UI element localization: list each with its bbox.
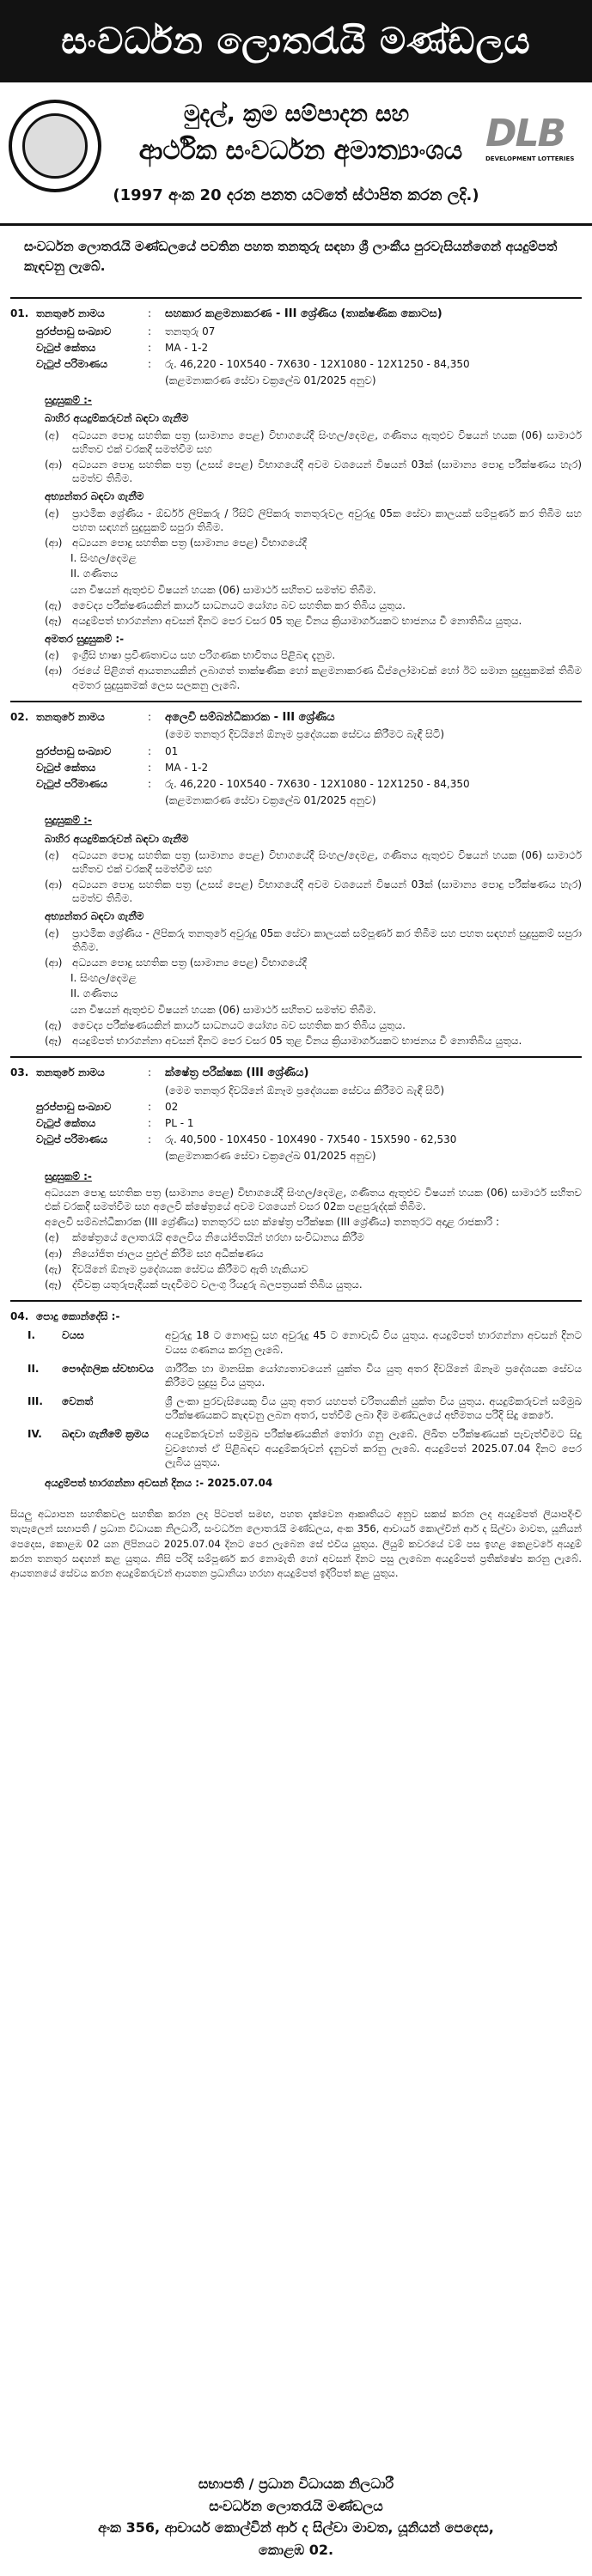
post-note: (මෙම තනතුර දිවයිනේ ඕනෑම ප්‍රදේශයක සේවය කිරීමට බැඳී සිටී)	[165, 1084, 445, 1097]
subject-item: II. ගණිතය	[70, 987, 119, 1000]
salary-label: වැටුප් පරිමාණය	[36, 777, 107, 790]
establishment-note: (1997 අංක 20 දරන පනත යටතේ ස්ථාපිත කරන ලදි.)	[113, 186, 479, 204]
list-item: (ඈ) අයදුම්පත් භාරගන්නා අවසන් දිනට පෙර වසර 05 තුළ විනය ක්‍රියාමාර්ගයකට භාජනය වී නොතිබිය යුතුය.	[45, 1034, 522, 1047]
signatory-org: සංවර්ධන ලොතරැයි මණ්ඩලය	[209, 2497, 383, 2514]
grade-label: වැටුප් කේතය	[36, 761, 96, 774]
qualifications-heading: සුදුසුකම් :-	[45, 1170, 92, 1182]
vacancies-label: පුරප්පාඩු සංඛ්‍යාව	[36, 744, 112, 757]
internal-heading: අභ්‍යන්තර බඳවා ගැනීම	[45, 490, 144, 503]
vacancies-label: පුරප්පාඩු සංඛ්‍යාව	[36, 1100, 112, 1113]
grade-label: වැටුප් කේතය	[36, 341, 96, 354]
list-item: (ඇ) වෛද්‍ය පරීක්ෂණයකින් කාර්ය සාධනයට යෝග්‍ය බව සහතික කර තිබිය යුතුය.	[45, 598, 406, 611]
vacancies-value: 01	[165, 744, 179, 757]
post-title: සහකාර කළමනාකරණ - III ශ්‍රේණිය (තාක්ෂණික කොටස)	[165, 307, 442, 320]
salary-value: රු. 46,220 - 10X540 - 7X630 - 12X1080 - 12X1250 - 84,350	[165, 357, 470, 370]
list-item: (ඇ) දිවයිනේ ඕනෑම ප්‍රදේශයක සේවය කිරීමට ඇති හැකියාව	[45, 1262, 308, 1275]
salary-label: වැටුප් පරිමාණය	[36, 1133, 107, 1146]
letterhead	[0, 82, 592, 226]
signature-block	[0, 2464, 592, 2561]
post-title: අලෙවි සම්බන්ධීකාරක - III ශ්‍රේණිය	[165, 710, 335, 724]
state-emblem-icon	[9, 100, 101, 192]
general-condition: III. වෙනත් ශ්‍රී ලංකා පුරවැසියෙකු විය යුතු අතර යහපත් චරිතයකින් යුක්ත විය යුතුය. අයදුම්කරුවන් සම්මුඛ පරීක්ෂණයකට කැඳවනු ලබන අතර, පත්වීම් ලබා දීම මණ්ඩලයේ අභිමතය පරිදි සිදු කෙරේ.	[27, 1395, 582, 1422]
general-heading: පොදු කොන්දේසි :-	[36, 1310, 120, 1323]
intro-text: සංවර්ධන ලොතරැයි මණ්ඩලයේ පවතින පහත තනතුරු සඳහා ශ්‍රී ලාංකීය පුරවැසියන්ගෙන් අයදුම්පත් කැඳවනු ලැබේ.	[24, 239, 558, 275]
qualifications-heading: සුදුසුකම් :-	[45, 814, 92, 827]
external-heading: බාහිර අයදුම්කරුවන් බඳවා ගැනීම	[45, 832, 189, 845]
salary-value: රු. 40,500 - 10X450 - 10X490 - 7X540 - 15X590 - 62,530	[165, 1133, 457, 1146]
section-number: 01.	[10, 307, 29, 319]
qualifications-heading: සුදුසුකම් :-	[45, 394, 92, 407]
dlb-logo-mark: DLB	[485, 112, 565, 155]
dlb-logo	[485, 108, 584, 177]
list-item: (ඇ) වෛද්‍ය පරීක්ෂණයකින් කාර්ය සාධනයට යෝග්‍ය බව සහතික කර තිබිය යුතුය.	[45, 1018, 406, 1031]
list-item: (ආ) අධ්‍යයන පොදු සහතික පත්‍ර (උසස් පෙළ) විභාගයේදී අවම වශයෙන් විෂයන් 03ක් (සාමාන්‍ය පොදු පරීක්ෂණය හැර) සමත්ව තිබීම.	[45, 878, 582, 905]
post-title: ක්ෂේත්‍ර පරීක්ෂක (III ශ්‍රේණිය)	[165, 1066, 309, 1080]
post-label: තනතුරේ නාමය	[36, 1066, 105, 1079]
list-item: (අ) ප්‍රාථමික ශ්‍රේණිය - ඕර්ඩර් ලිපිකරු / රිසිට් ලිපිකරු තනතුරුවල අවුරුදු 05ක සේවා කාලයක් සම්පූර්ණ කර තිබීම සහ පහත සඳහන් සුදුසුකම් සපුරා තිබීම.	[45, 507, 582, 533]
list-item: (ඈ) අයදුම්පත් භාරගන්නා අවසන් දිනට පෙර වසර 05 තුළ විනය ක්‍රියාමාර්ගයකට භාජනය වී නොතිබිය යුතුය.	[45, 614, 522, 627]
list-item: (ආ) අධ්‍යයන පොදු සහතික පත්‍ර (උසස් පෙළ) විභාගයේදී අවම වශයෙන් විෂයන් 03ක් (සාමාන්‍ය පොදු පරීක්ෂණය හැර) සමත්ව තිබීම.	[45, 459, 582, 485]
grade-value: PL - 1	[165, 1117, 194, 1130]
extra-heading: අමතර සුදුසුකම් :-	[45, 633, 125, 646]
general-condition: I. වයස අවුරුදු 18 ට නොඅඩු සහ අවුරුදු 45 ට නොවැඩි විය යුතුය. අයදුම්පත් භාරගන්නා අවසන් දිනට වයස ගණනය කරනු ලැබේ.	[27, 1329, 582, 1356]
subject-note: යන විෂයන් ඇතුළුව විෂයන් හයක (06) සාමාර්ථ සහිතව සමත්ව තිබීම.	[70, 1003, 376, 1016]
vacancies-value: තනතුරු 07	[165, 325, 216, 337]
list-item: (අ) ඉංග්‍රීසි භාෂා ප්‍රවීණතාවය සහ පරිගණක භාවිතය පිළිබඳ දැනුම.	[45, 649, 336, 662]
internal-heading: අභ්‍යන්තර බඳවා ගැනීම	[45, 910, 144, 923]
ministry-line-1: මුදල්, ක්‍රම සම්පාදන සහ	[183, 101, 410, 127]
salary-note: (කළමනාකරණ සේවා චක්‍රලේඛ 01/2025 අනුව)	[165, 1150, 376, 1163]
closing-date: අයදුම්පත් භාරගන්නා අවසන් දිනය :- 2025.07.04	[45, 1477, 273, 1490]
salary-note: (කළමනාකරණ සේවා චක්‍රලේඛ 01/2025 අනුව)	[165, 794, 376, 807]
list-item: (අ) අධ්‍යයන පොදු සහතික පත්‍ර (සාමාන්‍ය පෙළ) විභාගයේදී සිංහල/දෙමළ, ගණිතය ඇතුළුව විෂයන් හයක (06) සාමාර්ථ සහිතව එක් වරකදී සමත්වීම සහ	[45, 428, 583, 455]
post-note: (මෙම තනතුර දිවයිනේ ඕනෑම ප්‍රදේශයක සේවය කිරීමට බැඳී සිටී)	[165, 728, 445, 741]
section-1: 01. තනතුරේ නාමය : සහකාර කළමනාකරණ - III ශ්‍රේණිය (තාක්ෂණික කොටස) පුරප්පාඩු සංඛ්‍යාව : තනතුරු 07 වැටුප් කේතය : MA - 1-2 වැටුප් පරිමාණය : රු. 46,220 - 10X540 - 7X630 - 12X1080 - 12X1250 - 84,350 (කළමනාකරණ සේවා චක්‍රලේඛ 01/2025 අනුව) සුදුසුකම් :- බාහිර අයදුම්කරුවන් බඳවා ගැනීම (අ) අධ්‍යයන පොදු සහතික පත්‍ර (සාමාන්‍ය පෙළ) විභාගයේදී සිංහල/දෙමළ, ගණිතය ඇතුළුව විෂයන් හයක (06) සාමාර්ථ සහිතව එක් වරකදී සමත්වීම සහ (ආ) අධ්‍යයන පොදු සහතික පත්‍ර (උසස් පෙළ) විභාගයේදී අවම වශයෙන් විෂයන් 03ක් (සාමාන්‍ය පොදු පරීක්ෂණය හැර) සමත්ව තිබීම. අභ්‍යන්තර බඳවා ගැනීම (අ) ප්‍රාථමික ශ්‍රේණිය - ඕර්ඩර් ලිපිකරු / රිසිට් ලිපිකරු තනතුරුවල අවුරුදු 05ක සේවා කාලයක් සම්පූර්ණ කර තිබීම සහ පහත සඳහන් සුදුසුකම් සපුරා තිබීම. (ආ) අධ්‍යයන පොදු සහතික පත්‍ර (සාමාන්‍ය පෙළ) විභාගයේදී I. සිංහල/දෙමළ II. ගණිතය යන විෂයන් ඇතුළුව විෂයන් හයක (06) සාමාර්ථ සහිතව සමත්ව තිබීම. (ඇ) වෛද්‍ය පරීක්ෂණයකින් කාර්ය සාධනයට යෝග්‍ය බව සහතික කර තිබිය යුතුය. (ඈ) අයදුම්පත් භාරගන්නා අවසන් දිනට පෙර වසර 05 තුළ විනය ක්‍රියාමාර්ගයකට භාජනය වී නොතිබිය යුතුය. අමතර සුදුසුකම් :- (අ) ඉංග්‍රීසි භාෂා ප්‍රවීණතාවය සහ පරිගණක භාවිතය පිළිබඳ දැනුම. (ආ) රජයේ පිළිගත් ආයතනයකින් ලබාගත් තාක්ෂණික හෝ කළමනාකරණ ඩිප්ලෝමාවක් හෝ ඊට සමාන සුදුසුකමක් තිබීම අමතර සුදුසුකමක් ලෙස සලකනු ලැබේ.	[10, 297, 582, 697]
vacancies-value: 02	[165, 1100, 179, 1113]
list-item: (ආ) නියෝජිත ජාලය පුළුල් කිරීම සහ අධීක්ෂණය	[45, 1247, 264, 1260]
banner-title: සංවර්ධන ලොතරැයි මණ්ඩලය	[0, 0, 592, 82]
application-instructions: සියලු අධ්‍යාපන සහතිකවල සහතික කරන ලද පිටපත් සමඟ, පහත දැක්වෙන ආකෘතියට අනුව සකස් කරන ලද අයදුම්පත් ලියාපදිංචි තැපෑලෙන් සභාපති / ප්‍රධාන විධායක නිලධාරී, සංවර්ධන ලොතරැයි මණ්ඩලය, අංක 356, ආචාර්ය කොල්වින් ආර් ද සිල්වා මාවත, යූනියන් පෙදෙස, කොළඹ 02 යන ලිපිනයට 2025.07.04 දිනට පෙර ලැබෙන සේ එවිය යුතුය. ලියුම් කවරයේ වම් පස ඉහළ කෙළවරේ අයදුම් කරන තනතුර සඳහන් කළ යුතුය. නිසි පරිදි සම්පූර්ණ කර නොමැති හෝ අවසන් දිනට පසු ලැබෙන අයදුම්පත් ප්‍රතික්ෂේප කරනු ලැබේ. ආයතනයේ සේවය කරන අයදුම්කරුවන් ආයතන ප්‍රධානියා හරහා අයදුම්පත් ඉදිරිපත් කළ යුතුය.	[10, 1508, 582, 1580]
external-heading: බාහිර අයදුම්කරුවන් බඳවා ගැනීම	[45, 412, 189, 425]
vacancy-sections	[10, 297, 582, 1589]
qualification-paragraph: අධ්‍යයන පොදු සහතික පත්‍ර (සාමාන්‍ය පෙළ) විභාගයේදී සිංහල/දෙමළ, ගණිතය ඇතුළුව විෂයන් හයක (06) සාමාර්ථ සහිතව එක් වරකදී සමත්වීම සහ අලෙවි ක්ෂේත්‍රයේ අවම වශයෙන් වසර 02ක පළපුරුද්දක් තිබීම.	[45, 1186, 582, 1213]
signatory-title: සභාපති / ප්‍රධාන විධායක නිලධාරී	[198, 2476, 394, 2492]
section-2: 02. තනතුරේ නාමය : අලෙවි සම්බන්ධීකාරක - III ශ්‍රේණිය (මෙම තනතුර දිවයිනේ ඕනෑම ප්‍රදේශයක සේවය කිරීමට බැඳී සිටී) පුරප්පාඩු සංඛ්‍යාව : 01 වැටුප් කේතය : MA - 1-2 වැටුප් පරිමාණය : රු. 46,220 - 10X540 - 7X630 - 12X1080 - 12X1250 - 84,350 (කළමනාකරණ සේවා චක්‍රලේඛ 01/2025 අනුව) සුදුසුකම් :- බාහිර අයදුම්කරුවන් බඳවා ගැනීම (අ) අධ්‍යයන පොදු සහතික පත්‍ර (සාමාන්‍ය පෙළ) විභාගයේදී සිංහල/දෙමළ, ගණිතය ඇතුළුව විෂයන් හයක (06) සාමාර්ථ සහිතව එක් වරකදී සමත්වීම සහ (ආ) අධ්‍යයන පොදු සහතික පත්‍ර (උසස් පෙළ) විභාගයේදී අවම වශයෙන් විෂයන් 03ක් (සාමාන්‍ය පොදු පරීක්ෂණය හැර) සමත්ව තිබීම. අභ්‍යන්තර බඳවා ගැනීම (අ) ප්‍රාථමික ශ්‍රේණිය - ලිපිකරු තනතුරේ අවුරුදු 05ක සේවා කාලයක් සම්පූර්ණ කර තිබීම සහ පහත සඳහන් සුදුසුකම් සපුරා තිබීම. (ආ) අධ්‍යයන පොදු සහතික පත්‍ර (සාමාන්‍ය පෙළ) විභාගයේදී I. සිංහල/දෙමළ II. ගණිතය යන විෂයන් ඇතුළුව විෂයන් හයක (06) සාමාර්ථ සහිතව සමත්ව තිබීම. (ඇ) වෛද්‍ය පරීක්ෂණයකින් කාර්ය සාධනයට යෝග්‍ය බව සහතික කර තිබිය යුතුය. (ඈ) අයදුම්පත් භාරගන්නා අවසන් දිනට පෙර වසර 05 තුළ විනය ක්‍රියාමාර්ගයකට භාජනය වී නොතිබිය යුතුය.	[10, 701, 582, 1053]
dlb-logo-sub: DEVELOPMENT LOTTERIES	[485, 155, 575, 163]
section-3: 03. තනතුරේ නාමය : ක්ෂේත්‍ර පරීක්ෂක (III ශ්‍රේණිය) (මෙම තනතුර දිවයිනේ ඕනෑම ප්‍රදේශයක සේවය කිරීමට බැඳී සිටී) පුරප්පාඩු සංඛ්‍යාව : 02 වැටුප් කේතය : PL - 1 වැටුප් පරිමාණය : රු. 40,500 - 10X450 - 10X490 - 7X540 - 15X590 - 62,530 (කළමනාකරණ සේවා චක්‍රලේඛ 01/2025 අනුව) සුදුසුකම් :- අධ්‍යයන පොදු සහතික පත්‍ර (සාමාන්‍ය පෙළ) විභාගයේදී සිංහල/දෙමළ, ගණිතය ඇතුළුව විෂයන් හයක (06) සාමාර්ථ සහිතව එක් වරකදී සමත්වීම සහ අලෙවි ක්ෂේත්‍රයේ අවම වශයෙන් වසර 02ක පළපුරුද්දක් තිබීම. අලෙවි සම්බන්ධීකාරක (III ශ්‍රේණිය) තනතුරට සහ ක්ෂේත්‍ර පරීක්ෂක (III ශ්‍රේණිය) තනතුරට අදාළ රාජකාරි : (අ) ක්ෂේත්‍රයේ ලොතරැයි අලෙවිය නියෝජිතයින් හරහා සංවිධානය කිරීම (ආ) නියෝජිත ජාලය පුළුල් කිරීම සහ අධීක්ෂණය (ඇ) දිවයිනේ ඕනෑම ප්‍රදේශයක සේවය කිරීමට ඇති හැකියාව (ඈ) ද්විචක්‍ර යතුරුපැදියක් පැදවීමට වලංගු රියදුරු බලපත්‍රයක් තිබිය යුතුය.	[10, 1056, 582, 1297]
ministry-line-2: ආර්ථික සංවර්ධන අමාත්‍යාංශය	[138, 136, 463, 166]
list-item: (ආ) අධ්‍යයන පොදු සහතික පත්‍ර (සාමාන්‍ය පෙළ) විභාගයේදී	[45, 957, 307, 969]
general-condition: II. පෞද්ගලික ස්වභාවය ශාරීරික හා මානසික යෝග්‍යතාවයෙන් යුක්ත විය යුතු අතර දිවයිනේ ඕනෑම ප්‍රදේශයක සේවය කිරීමට සුදුසු විය යුතුය.	[27, 1362, 582, 1388]
subject-item: I. සිංහල/දෙමළ	[70, 552, 137, 565]
section-number: 02.	[10, 710, 29, 723]
address-line: අංක 356, ආචාර්ය කොල්වින් ආර් ද සිල්වා මාවත, යූනියන් පෙදෙස,	[98, 2519, 494, 2537]
vacancies-label: පුරප්පාඩු සංඛ්‍යාව	[36, 325, 112, 337]
grade-value: MA - 1-2	[165, 341, 209, 354]
address-city: කොළඹ 02.	[258, 2541, 334, 2558]
grade-value: MA - 1-2	[165, 761, 209, 774]
post-label: තනතුරේ නාමය	[36, 710, 105, 723]
list-item: (අ) ක්ෂේත්‍රයේ ලොතරැයි අලෙවිය නියෝජිතයින් හරහා සංවිධානය කිරීම	[45, 1231, 364, 1244]
list-item: (අ) ප්‍රාථමික ශ්‍රේණිය - ලිපිකරු තනතුරේ අවුරුදු 05ක සේවා කාලයක් සම්පූර්ණ කර තිබීම සහ පහත සඳහන් සුදුසුකම් සපුරා තිබීම.	[45, 927, 582, 953]
list-item: (ආ) රජයේ පිළිගත් ආයතනයකින් ලබාගත් තාක්ෂණික හෝ කළමනාකරණ ඩිප්ලෝමාවක් හෝ ඊට සමාන සුදුසුකමක් තිබීම අමතර සුදුසුකමක් ලෙස සලකනු ලැබේ.	[45, 665, 582, 691]
salary-value: රු. 46,220 - 10X540 - 7X630 - 12X1080 - 12X1250 - 84,350	[165, 777, 470, 790]
grade-label: වැටුප් කේතය	[36, 1117, 96, 1130]
general-condition: IV. බඳවා ගැනීමේ ක්‍රමය අයදුම්කරුවන් සම්මුඛ පරීක්ෂණයකින් තෝරා ගනු ලැබේ. ලිඛිත පරීක්ෂණයක් පැවැත්වීමට සිදු වුවහොත් ඒ පිළිබඳව අයදුම්කරුවන් දැනුවත් කරනු ලැබේ. අයදුම්පත් 2025.07.04 දිනට පෙර ලැබිය යුතුය.	[27, 1428, 582, 1468]
subject-item: II. ගණිතය	[70, 568, 119, 580]
list-item: (ඈ) ද්විචක්‍ර යතුරුපැදියක් පැදවීමට වලංගු රියදුරු බලපත්‍රයක් තිබිය යුතුය.	[45, 1278, 363, 1291]
list-item: (ආ) අධ්‍යයන පොදු සහතික පත්‍ර (සාමාන්‍ය පෙළ) විභාගයේදී	[45, 536, 307, 549]
post-label: තනතුරේ නාමය	[36, 307, 105, 319]
subject-item: I. සිංහල/දෙමළ	[70, 972, 137, 985]
duties-intro: අලෙවි සම්බන්ධීකාරක (III ශ්‍රේණිය) තනතුරට සහ ක්ෂේත්‍ර පරීක්ෂක (III ශ්‍රේණිය) තනතුරට අදාළ රාජකාරි :	[45, 1216, 500, 1229]
salary-label: වැටුප් පරිමාණය	[36, 357, 107, 370]
section-number: 03.	[10, 1066, 29, 1079]
salary-note: (කළමනාකරණ සේවා චක්‍රලේඛ 01/2025 අනුව)	[165, 374, 376, 387]
list-item: (අ) අධ්‍යයන පොදු සහතික පත්‍ර (සාමාන්‍ය පෙළ) විභාගයේදී සිංහල/දෙමළ, ගණිතය ඇතුළුව විෂයන් හයක (06) සාමාර්ථ සහිතව එක් වරකදී සමත්වීම සහ	[45, 848, 583, 875]
section-4-general: 04. පොදු කොන්දේසි :- I. වයස අවුරුදු 18 ට නොඅඩු සහ අවුරුදු 45 ට නොවැඩි විය යුතුය. අයදුම්පත් භාරගන්නා අවසන් දිනට වයස ගණනය කරනු ලැබේ. II. පෞද්ගලික ස්වභාවය ශාරීරික හා මානසික යෝග්‍යතාවයෙන් යුක්ත විය යුතු අතර දිවයිනේ ඕනෑම ප්‍රදේශයක සේවය කිරීමට සුදුසු විය යුතුය. III. වෙනත් ශ්‍රී ලංකා පුරවැසියෙකු විය යුතු අතර යහපත් චරිතයකින් යුක්ත විය යුතුය. අයදුම්කරුවන් සම්මුඛ පරීක්ෂණයකට කැඳවනු ලබන අතර, පත්වීම් ලබා දීම මණ්ඩලයේ අභිමතය පරිදි සිදු කෙරේ. IV. බඳවා ගැනීමේ ක්‍රමය අයදුම්කරුවන් සම්මුඛ පරීක්ෂණයකින් තෝරා ගනු ලැබේ. ලිඛිත පරීක්ෂණයක් පැවැත්වීමට සිදු වුවහොත් ඒ පිළිබඳව අයදුම්කරුවන් දැනුවත් කරනු ලැබේ. අයදුම්පත් 2025.07.04 දිනට පෙර ලැබිය යුතුය. අයදුම්පත් භාරගන්නා අවසන් දිනය :- 2025.07.04	[10, 1300, 582, 1498]
subject-note: යන විෂයන් ඇතුළුව විෂයන් හයක (06) සාමාර්ථ සහිතව සමත්ව තිබීම.	[70, 583, 376, 596]
